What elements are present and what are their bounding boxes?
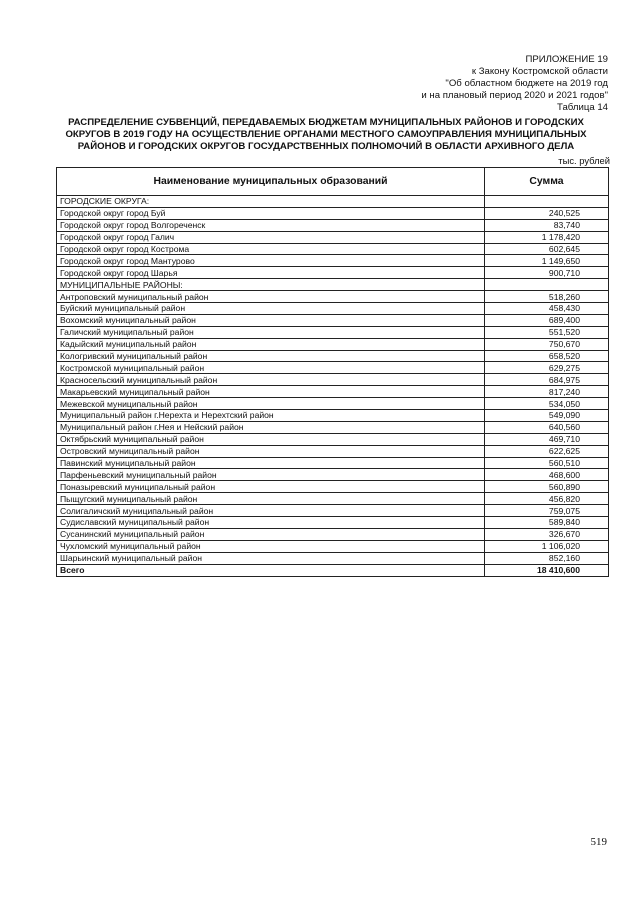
row-name-cell: Октябрьский муниципальный район [57, 433, 485, 445]
row-name-cell: Городской округ город Галич [57, 231, 485, 243]
table-row [57, 505, 609, 517]
table-row [57, 231, 609, 243]
row-sum-cell: 468,600 [485, 469, 609, 481]
total-row [57, 564, 609, 576]
table-row [57, 469, 609, 481]
table-row [57, 398, 609, 410]
row-name-cell: Островский муниципальный район [57, 445, 485, 457]
row-sum-cell: 589,840 [485, 517, 609, 529]
table-row [57, 219, 609, 231]
appendix-header [421, 54, 608, 114]
table-row [57, 433, 609, 445]
row-sum-cell: 560,890 [485, 481, 609, 493]
table-row [57, 386, 609, 398]
table-row [57, 517, 609, 529]
row-sum-cell: 456,820 [485, 493, 609, 505]
table-row [57, 255, 609, 267]
table-row [57, 552, 609, 564]
appendix-law-title: "Об областном бюджете на 2019 год [445, 78, 608, 89]
row-sum-cell: 629,275 [485, 362, 609, 374]
row-name-cell: Городской округ город Мантурово [57, 255, 485, 267]
table-row [57, 362, 609, 374]
row-name-cell: Судиславский муниципальный район [57, 517, 485, 529]
section-empty-cell [485, 196, 609, 208]
row-sum-cell: 759,075 [485, 505, 609, 517]
table-header-row [57, 168, 609, 196]
row-name-cell: Макарьевский муниципальный район [57, 386, 485, 398]
row-name-cell: Межевской муниципальный район [57, 398, 485, 410]
row-sum-cell: 1 106,020 [485, 540, 609, 552]
row-sum-cell: 1 149,650 [485, 255, 609, 267]
section-label: МУНИЦИПАЛЬНЫЕ РАЙОНЫ: [57, 279, 485, 291]
row-name-cell: Пыщугский муниципальный район [57, 493, 485, 505]
table-row [57, 374, 609, 386]
table-row [57, 528, 609, 540]
document-title [52, 117, 600, 153]
section-label: ГОРОДСКИЕ ОКРУГА: [57, 196, 485, 208]
row-sum-cell: 326,670 [485, 528, 609, 540]
row-sum-cell: 518,260 [485, 291, 609, 303]
table-row [57, 207, 609, 219]
column-header-sum: Сумма [485, 168, 609, 196]
row-name-cell: Кологривский муниципальный район [57, 350, 485, 362]
table-row [57, 350, 609, 362]
table-row [57, 243, 609, 255]
page-number: 519 [590, 836, 607, 848]
table-row [57, 410, 609, 422]
table-row [57, 326, 609, 338]
appendix-number: ПРИЛОЖЕНИЕ 19 [525, 54, 608, 65]
table-body [57, 196, 609, 577]
row-name-cell: Солигаличский муниципальный район [57, 505, 485, 517]
row-name-cell: Красносельский муниципальный район [57, 374, 485, 386]
row-name-cell: Всего [57, 564, 485, 576]
units-label: тыс. рублей [558, 155, 610, 166]
row-name-cell: Антроповский муниципальный район [57, 291, 485, 303]
table-row [57, 493, 609, 505]
row-sum-cell: 534,050 [485, 398, 609, 410]
row-name-cell: Парфеньевский муниципальный район [57, 469, 485, 481]
row-name-cell: Вохомский муниципальный район [57, 314, 485, 326]
row-sum-cell: 852,160 [485, 552, 609, 564]
row-name-cell: Чухломский муниципальный район [57, 540, 485, 552]
table-row [57, 421, 609, 433]
row-name-cell: Сусанинский муниципальный район [57, 528, 485, 540]
row-sum-cell: 240,525 [485, 207, 609, 219]
table-row [57, 303, 609, 315]
row-sum-cell: 458,430 [485, 303, 609, 315]
table-row [57, 314, 609, 326]
row-name-cell: Городской округ город Буй [57, 207, 485, 219]
section-row-districts [57, 279, 609, 291]
section-row-cities [57, 196, 609, 208]
subventions-table [56, 167, 609, 577]
row-sum-cell: 817,240 [485, 386, 609, 398]
row-name-cell: Муниципальный район г.Нея и Нейский район [57, 421, 485, 433]
row-sum-cell: 551,520 [485, 326, 609, 338]
appendix-law-ref: к Закону Костромской области [471, 66, 608, 77]
row-name-cell: Шарьинский муниципальный район [57, 552, 485, 564]
title-line-3: РАЙОНОВ И ГОРОДСКИХ ОКРУГОВ ГОСУДАРСТВЕННЫХ ПОЛНОМОЧИЙ В ОБЛАСТИ АРХИВНОГО ДЕЛА [77, 141, 575, 152]
row-sum-cell: 684,975 [485, 374, 609, 386]
row-sum-cell: 1 178,420 [485, 231, 609, 243]
row-name-cell: Буйский муниципальный район [57, 303, 485, 315]
row-sum-cell: 18 410,600 [485, 564, 609, 576]
table-row [57, 267, 609, 279]
row-sum-cell: 658,520 [485, 350, 609, 362]
row-name-cell: Городской округ город Шарья [57, 267, 485, 279]
appendix-law-period: и на плановый период 2020 и 2021 годов" [421, 90, 608, 101]
table-row [57, 457, 609, 469]
row-name-cell: Поназыревский муниципальный район [57, 481, 485, 493]
row-sum-cell: 640,560 [485, 421, 609, 433]
row-name-cell: Галичский муниципальный район [57, 326, 485, 338]
row-sum-cell: 560,510 [485, 457, 609, 469]
row-sum-cell: 602,645 [485, 243, 609, 255]
title-line-2: ОКРУГОВ В 2019 ГОДУ НА ОСУЩЕСТВЛЕНИЕ ОРГАНАМИ МЕСТНОГО САМОУПРАВЛЕНИЯ МУНИЦИПАЛЬНЫХ [65, 129, 587, 140]
table-row [57, 540, 609, 552]
row-sum-cell: 549,090 [485, 410, 609, 422]
row-name-cell: Городской округ город Кострома [57, 243, 485, 255]
title-line-1: РАСПРЕДЕЛЕНИЕ СУБВЕНЦИЙ, ПЕРЕДАВАЕМЫХ БЮДЖЕТАМ МУНИЦИПАЛЬНЫХ РАЙОНОВ И ГОРОДСКИХ [68, 117, 584, 128]
row-sum-cell: 469,710 [485, 433, 609, 445]
table-row [57, 291, 609, 303]
row-name-cell: Городской округ город Волгореченск [57, 219, 485, 231]
row-sum-cell: 689,400 [485, 314, 609, 326]
row-sum-cell: 622,625 [485, 445, 609, 457]
row-name-cell: Костромской муниципальный район [57, 362, 485, 374]
table-row [57, 445, 609, 457]
row-sum-cell: 750,670 [485, 338, 609, 350]
row-sum-cell: 83,740 [485, 219, 609, 231]
table-row [57, 481, 609, 493]
row-sum-cell: 900,710 [485, 267, 609, 279]
table-row [57, 338, 609, 350]
appendix-table-number: Таблица 14 [557, 102, 608, 113]
row-name-cell: Павинский муниципальный район [57, 457, 485, 469]
column-header-name: Наименование муниципальных образований [57, 168, 485, 196]
row-name-cell: Кадыйский муниципальный район [57, 338, 485, 350]
row-name-cell: Муниципальный район г.Нерехта и Нерехтский район [57, 410, 485, 422]
section-empty-cell [485, 279, 609, 291]
